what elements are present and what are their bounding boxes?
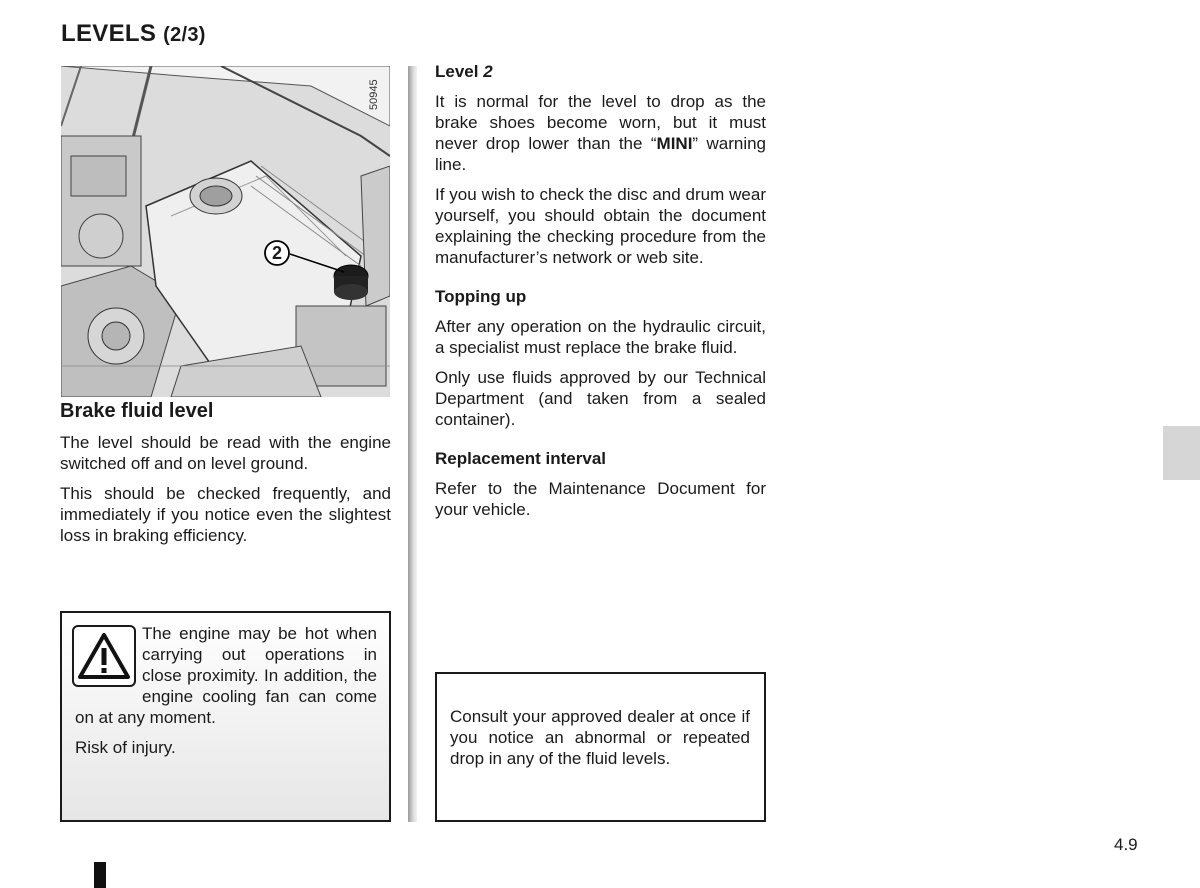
page-title-text: LEVELS [61,20,157,47]
page-number: 4.9 [1114,835,1138,854]
paragraph: If you wish to check the disc and drum wear yourself, you should obtain the document explaining the checking procedure from the manufacturer’s network or web site. [435,185,766,267]
figure-reference-number: 50945 [368,79,380,110]
column-divider [408,66,417,822]
heading-text: Level [435,62,484,81]
callout-number: 2 [271,243,282,263]
warning-box [60,611,391,822]
corner-mark [94,862,106,888]
paragraph: Refer to the Maintenance Document for your vehicle. [435,479,766,519]
paragraph: Only use fluids approved by our Technical Department (and taken from a sealed container). [435,368,766,429]
replacement-interval-heading: Replacement interval [435,449,607,468]
section-heading: Brake fluid level [60,400,214,422]
warning-triangle-icon [72,625,136,687]
paragraph: The level should be read with the engine switched off and on level ground. [60,433,391,473]
right-column [435,61,766,529]
mini-label: MINI [656,134,693,153]
paragraph: After any operation on the hydraulic circuit, a specialist must replace the brake fluid. [435,317,766,357]
page-title-part: (2/3) [163,24,206,46]
engine-bay-illustration [61,66,390,397]
text-span: ” warning line. [435,134,767,174]
heading-number: 2 [483,62,493,81]
paragraph: This should be checked frequently, and immediately if you notice even the slightest loss in braking efficiency. [60,484,391,545]
page-title [61,20,206,48]
paragraph [435,91,766,175]
warning-text: Risk of injury. [75,738,176,757]
text-span: It is normal for the level to drop as the brake shoes become worn, but it must never drop lower than the “ [435,92,766,153]
info-box: Consult your approved dealer at once if you notice an abnormal or repeated drop in any of the fluid levels. [435,672,766,822]
topping-up-heading: Topping up [435,287,527,306]
chapter-tab [1163,426,1200,480]
brake-fluid-section [60,400,391,555]
level2-heading [435,61,766,82]
warning-text: The engine may be hot when carrying out operations in close proximity. In addition, the engine cooling fan can come on at any moment. [75,624,377,727]
engine-illustration-svg [61,66,390,397]
